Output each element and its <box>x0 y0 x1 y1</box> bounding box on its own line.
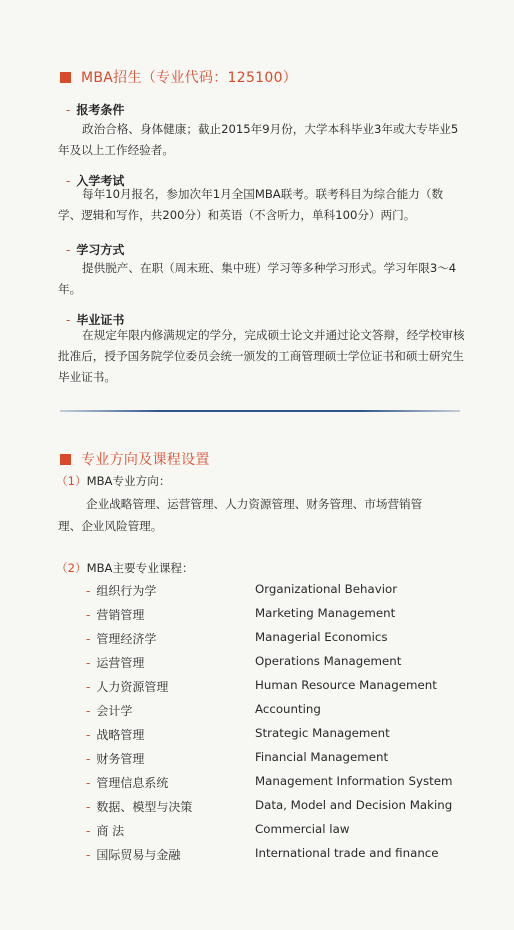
course-chinese-text: 管理信息系统 <box>96 776 169 790</box>
course-row <box>0 654 514 676</box>
course-chinese-text: 运营管理 <box>96 656 145 670</box>
direction-list-line2: 理、企业风险管理。 <box>58 519 163 533</box>
course-chinese-name <box>86 774 168 791</box>
red-square-bullet-icon <box>60 72 71 83</box>
course-english-name: Accounting <box>255 702 321 716</box>
course-chinese-text: 人力资源管理 <box>96 680 169 694</box>
course-row <box>0 630 514 652</box>
red-square-bullet-icon <box>60 454 71 465</box>
subheading-entrance-exam: - 入学考试 <box>66 174 125 188</box>
course-english-name: Management Information System <box>255 774 453 788</box>
course-chinese-text: 营销管理 <box>96 608 145 622</box>
subheading-study-mode: - 学习方式 <box>66 243 125 257</box>
course-english-name: Human Resource Management <box>255 678 437 692</box>
course-dash: - <box>86 848 91 862</box>
section-title: 专业方向及课程设置 <box>81 452 210 468</box>
course-chinese-name <box>86 822 124 839</box>
course-chinese-name <box>86 582 156 599</box>
course-chinese-name <box>86 702 132 719</box>
course-row <box>0 678 514 700</box>
course-english-name: Marketing Management <box>255 606 396 620</box>
course-row <box>0 606 514 628</box>
course-chinese-text: 商 法 <box>96 824 125 838</box>
paragraph-certificate: 在规定年限内修满规定的学分，完成硕士论文并通过论文答辩，经学校审核批准后，授予国务院学位委员会统一颁发的工商管理硕士学位证书和硕士研究生毕业证书。 <box>58 328 465 384</box>
course-dash: - <box>86 608 91 622</box>
course-chinese-name <box>86 606 144 623</box>
course-chinese-text: 数据、模型与决策 <box>96 800 193 814</box>
course-english-name: Operations Management <box>255 654 402 668</box>
course-row <box>0 822 514 844</box>
course-english-name: Financial Management <box>255 750 389 764</box>
direction-list-line1: 企业战略管理、运营管理、人力资源管理、财务管理、市场营销管 <box>86 497 423 511</box>
course-chinese-text: 管理经济学 <box>96 632 157 646</box>
subheading-requirements: - 报考条件 <box>66 103 125 117</box>
course-dash: - <box>86 584 91 598</box>
course-chinese-name <box>86 678 168 695</box>
course-row <box>0 846 514 868</box>
course-english-name: Strategic Management <box>255 726 390 740</box>
course-dash: - <box>86 680 91 694</box>
course-dash: - <box>86 728 91 742</box>
course-row <box>0 798 514 820</box>
course-english-name: Commercial law <box>255 822 350 836</box>
course-row <box>0 750 514 772</box>
course-chinese-text: 战略管理 <box>96 728 145 742</box>
course-dash: - <box>86 704 91 718</box>
course-english-name: Data, Model and Decision Making <box>255 798 453 812</box>
course-english-name: Organizational Behavior <box>255 582 398 596</box>
course-row <box>0 582 514 604</box>
course-row <box>0 702 514 724</box>
course-english-name: Managerial Economics <box>255 630 388 644</box>
course-dash: - <box>86 824 91 838</box>
course-chinese-name <box>86 846 180 863</box>
course-chinese-name <box>86 654 144 671</box>
course-row <box>0 774 514 796</box>
course-english-name: International trade and finance <box>255 846 439 860</box>
direction-label: （1）MBA专业方向： <box>56 474 171 488</box>
course-dash: - <box>86 800 91 814</box>
section-heading-mba-admission <box>60 67 297 87</box>
paragraph-entrance-exam: 每年10月报名，参加次年1月全国MBA联考。联考科目为综合能力（数学、逻辑和写作，共200分）和英语（不含听力，单科100分）两门。 <box>58 187 444 222</box>
course-dash: - <box>86 656 91 670</box>
paragraph-study-mode: 提供脱产、在职（周末班、集中班）学习等多种学习形式。学习年限3～4年。 <box>58 261 457 296</box>
course-chinese-name <box>86 798 192 815</box>
course-chinese-name <box>86 750 144 767</box>
course-row <box>0 726 514 748</box>
course-chinese-name <box>86 726 144 743</box>
course-chinese-text: 财务管理 <box>96 752 145 766</box>
paragraph-requirements: 政治合格、身体健康；截止2015年9月份，大学本科毕业3年或大专毕业5年及以上工作经验者。 <box>58 122 459 157</box>
course-chinese-text: 国际贸易与金融 <box>96 848 181 862</box>
course-chinese-text: 会计学 <box>96 704 133 718</box>
section-heading-courses <box>60 449 210 469</box>
course-chinese-text: 组织行为学 <box>96 584 157 598</box>
course-dash: - <box>86 776 91 790</box>
course-dash: - <box>86 632 91 646</box>
course-chinese-name <box>86 630 156 647</box>
section-title: MBA招生（专业代码：125100） <box>81 70 298 86</box>
section-divider <box>60 410 460 412</box>
courses-label: （2）MBA主要专业课程： <box>56 561 194 575</box>
course-dash: - <box>86 752 91 766</box>
subheading-certificate: - 毕业证书 <box>66 313 125 327</box>
